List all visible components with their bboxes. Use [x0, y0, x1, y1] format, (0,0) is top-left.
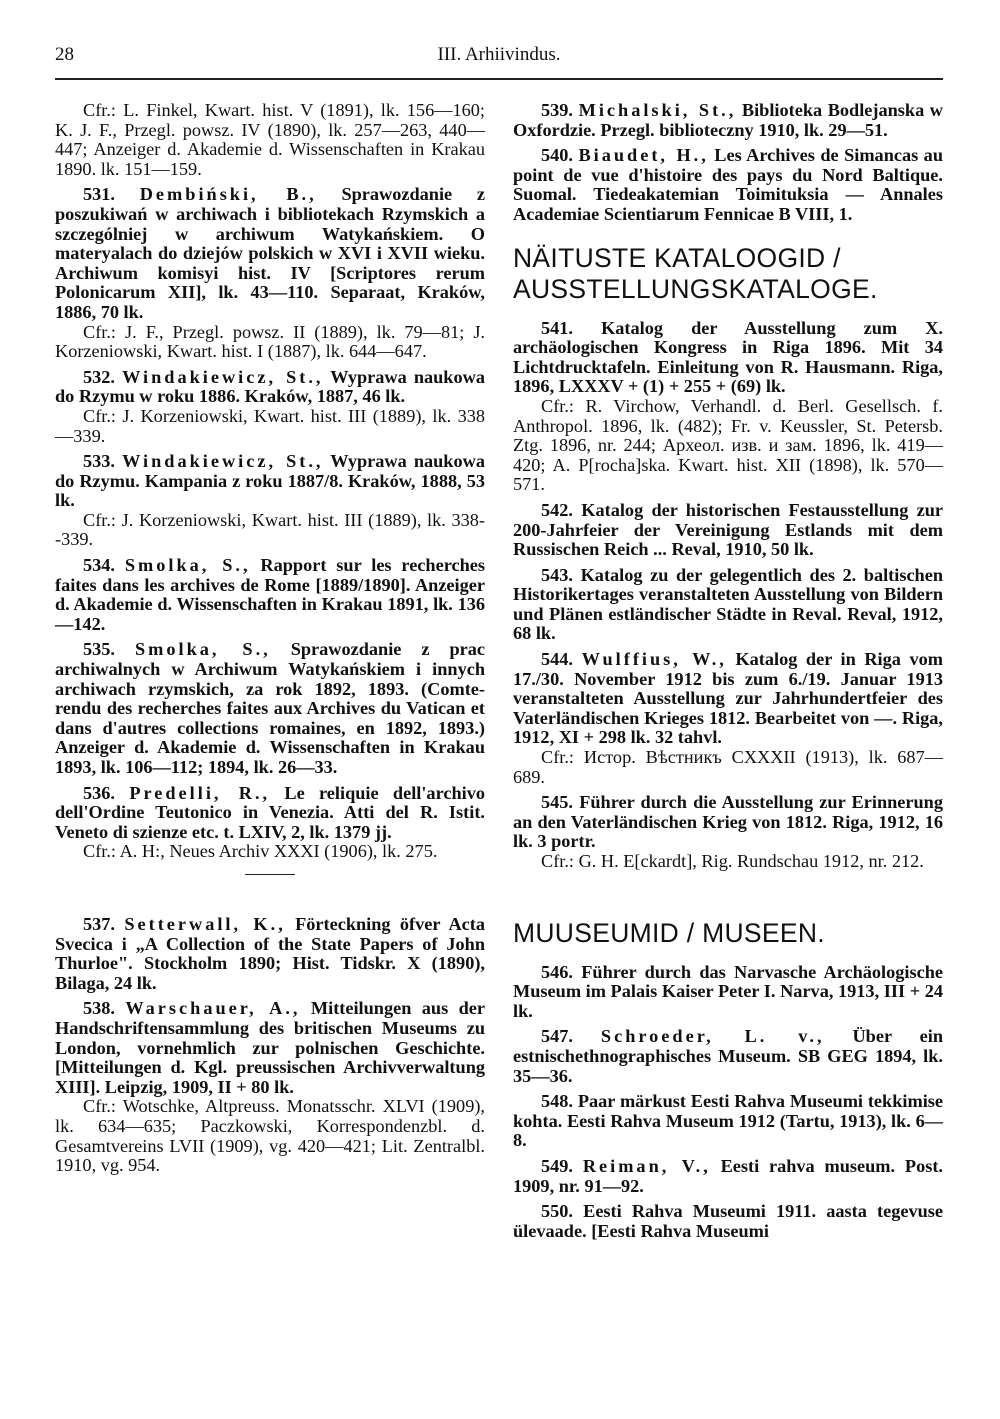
- entry-author: Smolka, S.,: [134, 639, 271, 660]
- entry-number: 534.: [83, 555, 115, 576]
- entry-text: [513, 101, 943, 140]
- entry-author: Michalski, St.,: [578, 100, 737, 120]
- left-column: [55, 101, 485, 1182]
- entry-reference: Cfr.: J. Korzeniowski, Kwart. hist. III (1889), lk. 338--339.: [55, 509, 485, 550]
- entry-author: Dembiński, B.,: [139, 184, 317, 205]
- bibliography-entry: [55, 452, 485, 550]
- entry-text: [513, 963, 943, 1022]
- entry-number: 547.: [541, 1026, 573, 1047]
- entry-author: Biaudet, H.,: [578, 145, 709, 166]
- bibliography-entry: [55, 101, 485, 179]
- entry-reference: Cfr.: Истор. Вѣстникъ CXXXII (1913), lk. 687—689.: [513, 747, 943, 787]
- entry-reference: Cfr.: R. Virchow, Verhandl. d. Berl. Gesellsch. f. Anthropol. 1896, lk. (482); Fr. v. Keussler, St. Petersb. Ztg. 1896, nr. 244; Археол. изв. и зам. 1896, lk. 419—420; A. P[rocha]ska. Kwart. hist. XII (1898), lk. 570—571.: [513, 395, 943, 495]
- entry-number: 549.: [541, 1155, 573, 1176]
- entry-text: [513, 566, 943, 644]
- entry-title: Katalog der Ausstellung zum X. archäologischen Kongress in Riga 1896. Mit 34 Lichtdrucktafeln. Einleitung von R. Hausmann. Riga, 1896, LXXXV + (1) + 255 + (69) lk.: [513, 317, 943, 397]
- bibliography-entry: [513, 1027, 943, 1086]
- bibliography-entry: [55, 368, 485, 446]
- entry-author: Predelli, R.,: [129, 782, 271, 803]
- entry-title: Katalog zu der gelegentlich des 2. baltischen Historikertages veranstalteten Ausstellung von Bildern und Plänen estländischer Städte in Reval. Reval, 1912, 68 lk.: [513, 564, 944, 644]
- entry-author: Smolka, S.,: [124, 555, 251, 576]
- entry-text: [55, 556, 485, 634]
- section-heading-exhibition-catalogues: [513, 243, 943, 305]
- entry-title: Katalog der historischen Festausstellung zur 200-Jahrfeier der Vereinigung Estlands mit dem Russischen Reich ... Reval, 1910, 50 lk.: [513, 499, 943, 560]
- section-heading-line: NÄITUSTE KATALOOGID /: [513, 242, 841, 273]
- entry-title: Führer durch das Narvasche Archäologische Museum im Palais Kaiser Peter I. Narva, 1913, III + 24 lk.: [513, 961, 943, 1021]
- bibliography-entry: [55, 784, 485, 862]
- entry-reference: Cfr.: Wotschke, Altpreuss. Monatsschr. XLVI (1909), lk. 634—635; Paczkowski, Korrespondenzbl. d. Gesamtvereins LVII (1909), vg. 420—421; Lit. Zentralbl. 1910, vg. 954.: [55, 1096, 485, 1176]
- running-title: III. Arhiivindus.: [437, 44, 561, 65]
- entry-text: [55, 368, 485, 407]
- left-entries: [55, 101, 485, 862]
- entry-number: 538.: [83, 998, 115, 1019]
- entry-title: Katalog der in Riga vom 17./30. November 1912 bis zum 6./19. Januar 1913 veranstalteten Ausstellung zur Jahrhundertfeier des Vaterländischen Krieges 1812. Bearbeitet von —. Riga, 1912, XI + 298 lk. 32 tahvl.: [513, 649, 943, 748]
- entry-number: 550.: [541, 1201, 573, 1222]
- page-number: 28: [55, 44, 74, 65]
- entry-title: Eesti rahva museum. Post. 1909, nr. 91—92.: [513, 1155, 943, 1196]
- entry-author: Windakiewicz, St.,: [122, 451, 324, 472]
- entry-author: Warschauer, A.,: [125, 998, 301, 1019]
- entry-title: Mitteilungen aus der Handschriftensammlung des britischen Museums zu London, vornehmlich zur polnischen Geschichte. [Mitteilungen d. Kgl. preussischen Archivverwaltung XIII]. Leipzig, 1909, II + 80 lk.: [55, 998, 485, 1097]
- entry-number: 544.: [541, 649, 573, 670]
- entry-title: Rapport sur les recherches faites dans les archives de Rome [1889/1890]. Anzeiger d. Akademie d. Wissenschaften in Krakau 1891, lk. 136—142.: [55, 555, 485, 634]
- bibliography-entry: [55, 556, 485, 634]
- entry-text: [513, 650, 943, 748]
- entry-text: [513, 319, 943, 397]
- bibliography-entry: [55, 999, 485, 1175]
- entry-text: [513, 1092, 943, 1151]
- entry-author: Setterwall, K.,: [124, 913, 286, 934]
- entry-number: 539.: [541, 100, 573, 120]
- bibliography-entry: [513, 793, 943, 871]
- entry-text: [55, 452, 485, 511]
- entry-title: Wyprawa naukowa do Rzymu w roku 1886. Kraków, 1887, 46 lk.: [55, 366, 485, 407]
- entry-author: Wulffius, W.,: [581, 649, 727, 670]
- bibliography-entry: [513, 501, 943, 560]
- bibliography-entry: [55, 185, 485, 361]
- bibliography-entry: [513, 146, 943, 224]
- left-entries-2: [55, 915, 485, 1176]
- bibliography-entry: [513, 1157, 943, 1196]
- entry-reference: Cfr.: L. Finkel, Kwart. hist. V (1891), lk. 156—160; K. J. F., Przegl. powsz. IV (1890), lk. 257—263, 440—447; Anzeiger d. Akademie d. Wissenschaften in Krakau 1890. lk. 151—159.: [55, 100, 485, 179]
- entry-text: [513, 793, 943, 852]
- entry-text: [513, 1157, 943, 1196]
- entry-reference: Cfr.: J. Korzeniowski, Kwart. hist. III (1889), lk. 338—339.: [55, 405, 485, 446]
- entry-author: Reiman, V.,: [582, 1155, 711, 1176]
- entry-title: Le reliquie dell'archivo dell'Ordine Teutonico in Venezia. Atti del R. Istit. Veneto di szienze etc. t. LXIV, 2, lk. 1379 jj.: [55, 782, 485, 842]
- entry-title: Förteckning öfver Acta Svecica i „A Collection of the State Papers of John Thurloe". Stockholm 1890; Hist. Tidskr. X (1890), Bilaga, 24 lk.: [55, 913, 485, 993]
- right-entries-2: [513, 319, 943, 872]
- entry-number: 540.: [541, 145, 573, 166]
- entry-title: Sprawozdanie z prac archiwalnych w Archiwum Watykańskiem i innych archiwach rzymskich, za rok 1892, 1893. (Comte-rendu des recherches faites aux Archives du Vatican et dans d'autres collections romaines, en 1892, 1893.) Anzeiger d. Akademie d. Wissenschaften in Krakau 1893, lk. 106—112; 1894, lk. 26—33.: [55, 639, 485, 777]
- entry-number: 533.: [83, 451, 115, 472]
- entry-title: Biblioteka Bodlejanska w Oxfordzie. Przegl. biblioteczny 1910, lk. 29—51.: [513, 100, 943, 140]
- entry-author: Windakiewicz, St.,: [122, 366, 324, 387]
- section-divider: [245, 874, 295, 875]
- entry-title: Führer durch die Ausstellung zur Erinnerung an den Vaterländischen Krieg von 1812. Riga, 1912, 16 lk. 3 portr.: [513, 792, 943, 852]
- entry-number: 542.: [541, 499, 573, 520]
- entry-text: [55, 784, 485, 843]
- section-heading-museums: [513, 918, 943, 949]
- bibliography-entry: [513, 319, 943, 495]
- entry-number: 537.: [83, 913, 115, 934]
- entry-reference: Cfr.: A. H:, Neues Archiv XXXI (1906), lk. 275.: [83, 841, 438, 862]
- right-entries-3: [513, 963, 943, 1242]
- entry-text: [513, 1027, 943, 1086]
- entry-reference: Cfr.: G. H. E[ckardt], Rig. Rundschau 1912, nr. 212.: [541, 851, 924, 871]
- entry-number: 543.: [541, 564, 573, 585]
- entry-number: 535.: [83, 639, 115, 660]
- entry-text: [55, 185, 485, 322]
- entry-title: Paar märkust Eesti Rahva Museumi tekkimise kohta. Eesti Rahva Museum 1912 (Tartu, 1913), lk. 6—8.: [513, 1091, 943, 1151]
- entry-number: 532.: [83, 366, 115, 387]
- entry-reference: Cfr.: J. F., Przegl. powsz. II (1889), lk. 79—81; J. Korzeniowski, Kwart. hist. I (1887), lk. 644—647.: [55, 321, 485, 362]
- entry-title: Wyprawa naukowa do Rzymu. Kampania z roku 1887/8. Kraków, 1888, 53 lk.: [55, 451, 485, 511]
- bibliography-entry: [513, 1092, 943, 1151]
- bibliography-entry: [513, 1202, 943, 1241]
- section-heading-line: AUSSTELLUNGSKATALOGE.: [513, 273, 878, 304]
- entry-title: Über ein estnischethnographisches Museum. SB GEG 1894, lk. 35—36.: [513, 1026, 944, 1086]
- entry-number: 541.: [541, 317, 573, 338]
- bibliography-entry: [513, 963, 943, 1022]
- entry-number: 546.: [541, 961, 573, 982]
- section-heading-line: MUUSEUMID / MUSEEN.: [513, 917, 825, 948]
- entry-number: 531.: [83, 184, 115, 205]
- entry-number: 545.: [541, 792, 573, 813]
- entry-title: Les Archives de Simancas au point de vue d'histoire des pays du Nord Baltique. Suomal. Tiedeakatemian Toimituksia — Annales Academiae Scientiarum Fennicae B VIII, 1.: [513, 145, 943, 224]
- entry-text: [55, 999, 485, 1097]
- entry-author: Schroeder, L. v.,: [600, 1026, 825, 1047]
- bibliography-entry: [55, 915, 485, 993]
- page-header: [55, 42, 943, 80]
- bibliography-entry: [513, 101, 943, 140]
- entry-title: Sprawozdanie z poszukiwań w archiwach i bibliotekach Rzymskich a szczególniej w archiwum Watykańskiem. O materyalach do dziejów polskich w XVI i XVII wieku. Archiwum komisyi hist. IV [Scriptores rerum Polonicarum XII], lk. 43—110. Separaat, Kraków, 1886, 70 lk.: [55, 184, 485, 322]
- entry-text: [55, 915, 485, 993]
- bibliography-entry: [513, 650, 943, 787]
- right-entries: [513, 101, 943, 225]
- entry-title: Eesti Rahva Museumi 1911. aasta tegevuse ülevaade. [Eesti Rahva Museumi: [513, 1201, 943, 1241]
- entry-number: 548.: [541, 1091, 573, 1112]
- right-column: [513, 101, 943, 1247]
- entry-text: [513, 146, 943, 224]
- entry-text: [513, 1202, 943, 1241]
- entry-text: [513, 501, 943, 560]
- entry-text: [55, 640, 485, 777]
- bibliography-entry: [55, 640, 485, 777]
- bibliography-entry: [513, 566, 943, 644]
- entry-number: 536.: [83, 782, 115, 803]
